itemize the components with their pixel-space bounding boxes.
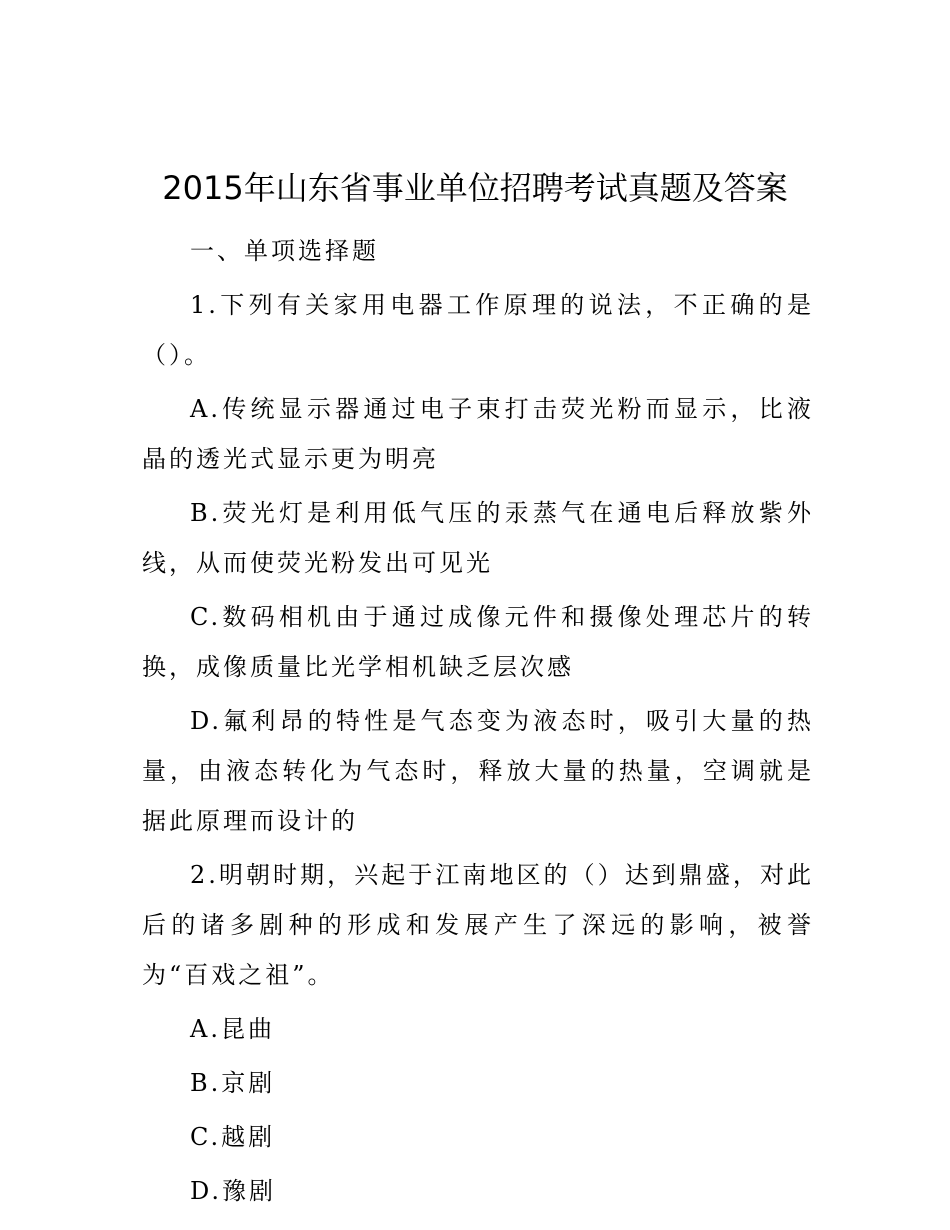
section-heading: 一、单项选择题 [190, 237, 379, 265]
document-title: 2015年山东省事业单位招聘考试真题及答案 [162, 169, 788, 207]
question-option: B.京剧 [190, 1069, 276, 1097]
question-option: A.传统显示器通过电子束打击荧光粉而显示，比液晶的透光式显示更为明亮 [142, 395, 814, 473]
question-option: C.数码相机由于通过成像元件和摄像处理芯片的转换，成像质量比光学相机缺乏层次感 [142, 603, 814, 681]
question-option: D.氟利昂的特性是气态变为液态时，吸引大量的热量，由液态转化为气态时，释放大量的热量，空调就是据此原理而设计的 [142, 707, 814, 835]
question-option: A.昆曲 [190, 1015, 275, 1043]
question-stem: 1.下列有关家用电器工作原理的说法，不正确的是（）。 [142, 291, 814, 369]
question-option: D.豫剧 [190, 1177, 277, 1205]
question-option: B.荧光灯是利用低气压的汞蒸气在通电后释放紫外线，从而使荧光粉发出可见光 [142, 499, 814, 577]
question-option: C.越剧 [190, 1123, 276, 1151]
document-body [142, 226, 814, 1216]
question-stem: 2.明朝时期，兴起于江南地区的（）达到鼎盛，对此后的诸多剧种的形成和发展产生了深远的影响，被誉为“百戏之祖”。 [142, 861, 814, 989]
